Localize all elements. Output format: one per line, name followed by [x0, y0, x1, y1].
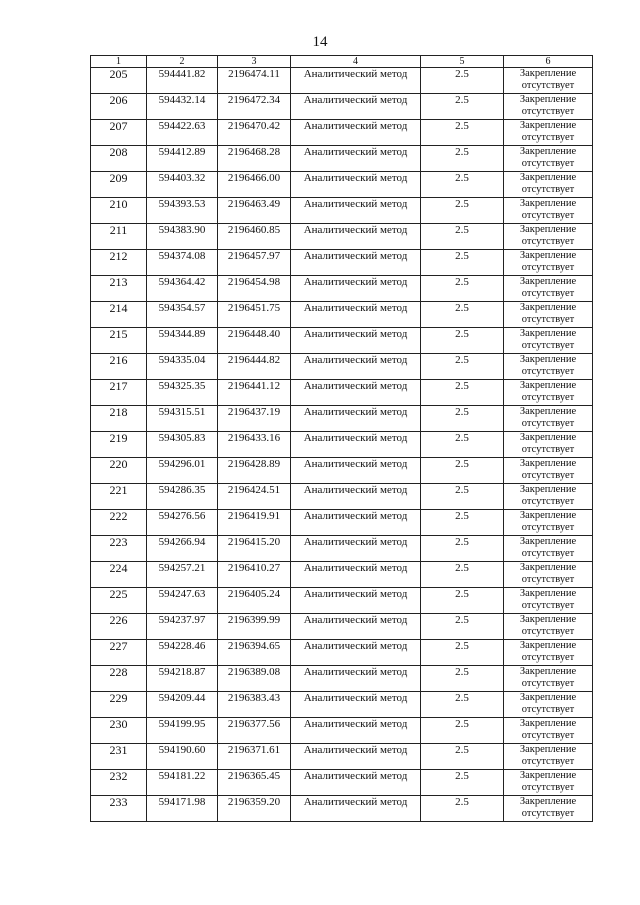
cell-coord-y: 2196394.65: [218, 640, 291, 666]
cell-marking: Закрепление отсутствует: [504, 458, 593, 484]
cell-point-number: 221: [91, 484, 147, 510]
cell-method: Аналитический метод: [291, 146, 421, 172]
table-row: [91, 744, 593, 770]
cell-accuracy: 2.5: [421, 562, 504, 588]
cell-coord-x: 594393.53: [147, 198, 218, 224]
cell-method: Аналитический метод: [291, 718, 421, 744]
cell-marking: Закрепление отсутствует: [504, 588, 593, 614]
cell-marking: Закрепление отсутствует: [504, 250, 593, 276]
cell-point-number: 222: [91, 510, 147, 536]
cell-accuracy: 2.5: [421, 172, 504, 198]
cell-point-number: 231: [91, 744, 147, 770]
table-row: [91, 458, 593, 484]
cell-coord-x: 594276.56: [147, 510, 218, 536]
cell-coord-x: 594247.63: [147, 588, 218, 614]
cell-marking: Закрепление отсутствует: [504, 68, 593, 94]
header-col-4: 4: [291, 56, 421, 68]
cell-method: Аналитический метод: [291, 250, 421, 276]
cell-point-number: 207: [91, 120, 147, 146]
table-row: [91, 250, 593, 276]
cell-coord-x: 594296.01: [147, 458, 218, 484]
cell-marking: Закрепление отсутствует: [504, 614, 593, 640]
table-header: [91, 56, 593, 68]
cell-coord-y: 2196472.34: [218, 94, 291, 120]
cell-coord-y: 2196444.82: [218, 354, 291, 380]
cell-accuracy: 2.5: [421, 536, 504, 562]
cell-coord-y: 2196377.56: [218, 718, 291, 744]
table-row: [91, 380, 593, 406]
cell-accuracy: 2.5: [421, 718, 504, 744]
cell-accuracy: 2.5: [421, 588, 504, 614]
cell-marking: Закрепление отсутствует: [504, 276, 593, 302]
header-row: [91, 56, 593, 68]
cell-accuracy: 2.5: [421, 692, 504, 718]
cell-coord-x: 594209.44: [147, 692, 218, 718]
cell-method: Аналитический метод: [291, 588, 421, 614]
cell-marking: Закрепление отсутствует: [504, 146, 593, 172]
cell-marking: Закрепление отсутствует: [504, 380, 593, 406]
cell-coord-x: 594190.60: [147, 744, 218, 770]
cell-coord-x: 594403.32: [147, 172, 218, 198]
cell-point-number: 208: [91, 146, 147, 172]
cell-accuracy: 2.5: [421, 68, 504, 94]
table-row: [91, 770, 593, 796]
table-row: [91, 172, 593, 198]
cell-accuracy: 2.5: [421, 484, 504, 510]
cell-method: Аналитический метод: [291, 744, 421, 770]
table-body: [91, 68, 593, 822]
cell-coord-y: 2196371.61: [218, 744, 291, 770]
cell-method: Аналитический метод: [291, 406, 421, 432]
table-row: [91, 510, 593, 536]
cell-accuracy: 2.5: [421, 94, 504, 120]
cell-marking: Закрепление отсутствует: [504, 510, 593, 536]
cell-marking: Закрепление отсутствует: [504, 640, 593, 666]
cell-coord-x: 594181.22: [147, 770, 218, 796]
cell-coord-x: 594218.87: [147, 666, 218, 692]
cell-point-number: 211: [91, 224, 147, 250]
cell-method: Аналитический метод: [291, 640, 421, 666]
cell-coord-y: 2196433.16: [218, 432, 291, 458]
cell-coord-y: 2196468.28: [218, 146, 291, 172]
table-row: [91, 796, 593, 822]
cell-point-number: 213: [91, 276, 147, 302]
cell-coord-y: 2196383.43: [218, 692, 291, 718]
cell-accuracy: 2.5: [421, 614, 504, 640]
cell-method: Аналитический метод: [291, 120, 421, 146]
table-row: [91, 432, 593, 458]
cell-point-number: 214: [91, 302, 147, 328]
cell-point-number: 218: [91, 406, 147, 432]
table-row: [91, 328, 593, 354]
cell-point-number: 216: [91, 354, 147, 380]
cell-marking: Закрепление отсутствует: [504, 94, 593, 120]
table-row: [91, 68, 593, 94]
cell-marking: Закрепление отсутствует: [504, 432, 593, 458]
cell-coord-x: 594422.63: [147, 120, 218, 146]
cell-point-number: 209: [91, 172, 147, 198]
header-col-2: 2: [147, 56, 218, 68]
cell-method: Аналитический метод: [291, 458, 421, 484]
cell-coord-y: 2196437.19: [218, 406, 291, 432]
cell-coord-y: 2196470.42: [218, 120, 291, 146]
table-row: [91, 666, 593, 692]
cell-coord-y: 2196454.98: [218, 276, 291, 302]
cell-marking: Закрепление отсутствует: [504, 744, 593, 770]
cell-method: Аналитический метод: [291, 536, 421, 562]
table-row: [91, 276, 593, 302]
page-number: 14: [312, 34, 328, 50]
header-col-5: 5: [421, 56, 504, 68]
cell-method: Аналитический метод: [291, 796, 421, 822]
cell-marking: Закрепление отсутствует: [504, 770, 593, 796]
cell-point-number: 229: [91, 692, 147, 718]
cell-accuracy: 2.5: [421, 510, 504, 536]
cell-coord-y: 2196441.12: [218, 380, 291, 406]
table-row: [91, 588, 593, 614]
cell-marking: Закрепление отсутствует: [504, 224, 593, 250]
cell-method: Аналитический метод: [291, 432, 421, 458]
cell-point-number: 233: [91, 796, 147, 822]
cell-marking: Закрепление отсутствует: [504, 562, 593, 588]
cell-method: Аналитический метод: [291, 224, 421, 250]
cell-accuracy: 2.5: [421, 302, 504, 328]
cell-marking: Закрепление отсутствует: [504, 406, 593, 432]
cell-coord-x: 594432.14: [147, 94, 218, 120]
cell-coord-y: 2196365.45: [218, 770, 291, 796]
cell-accuracy: 2.5: [421, 250, 504, 276]
cell-coord-y: 2196399.99: [218, 614, 291, 640]
cell-point-number: 228: [91, 666, 147, 692]
cell-accuracy: 2.5: [421, 380, 504, 406]
header-col-6: 6: [504, 56, 593, 68]
table-row: [91, 354, 593, 380]
cell-coord-y: 2196419.91: [218, 510, 291, 536]
cell-coord-x: 594286.35: [147, 484, 218, 510]
cell-marking: Закрепление отсутствует: [504, 302, 593, 328]
cell-accuracy: 2.5: [421, 146, 504, 172]
table-row: [91, 536, 593, 562]
cell-coord-x: 594335.04: [147, 354, 218, 380]
cell-point-number: 212: [91, 250, 147, 276]
table-row: [91, 640, 593, 666]
cell-coord-y: 2196415.20: [218, 536, 291, 562]
cell-accuracy: 2.5: [421, 198, 504, 224]
header-col-3: 3: [218, 56, 291, 68]
cell-method: Аналитический метод: [291, 198, 421, 224]
cell-accuracy: 2.5: [421, 120, 504, 146]
cell-coord-x: 594305.83: [147, 432, 218, 458]
header-col-1: 1: [91, 56, 147, 68]
table-row: [91, 406, 593, 432]
cell-coord-x: 594364.42: [147, 276, 218, 302]
cell-coord-x: 594441.82: [147, 68, 218, 94]
cell-coord-x: 594199.95: [147, 718, 218, 744]
cell-point-number: 230: [91, 718, 147, 744]
cell-coord-y: 2196460.85: [218, 224, 291, 250]
cell-method: Аналитический метод: [291, 692, 421, 718]
cell-accuracy: 2.5: [421, 666, 504, 692]
cell-coord-y: 2196428.89: [218, 458, 291, 484]
cell-accuracy: 2.5: [421, 224, 504, 250]
cell-method: Аналитический метод: [291, 510, 421, 536]
cell-point-number: 224: [91, 562, 147, 588]
table-row: [91, 562, 593, 588]
cell-method: Аналитический метод: [291, 276, 421, 302]
cell-accuracy: 2.5: [421, 328, 504, 354]
cell-point-number: 225: [91, 588, 147, 614]
cell-coord-x: 594374.08: [147, 250, 218, 276]
cell-coord-x: 594171.98: [147, 796, 218, 822]
table-row: [91, 120, 593, 146]
cell-method: Аналитический метод: [291, 68, 421, 94]
table-row: [91, 198, 593, 224]
cell-point-number: 217: [91, 380, 147, 406]
cell-method: Аналитический метод: [291, 666, 421, 692]
table-row: [91, 484, 593, 510]
cell-coord-x: 594412.89: [147, 146, 218, 172]
cell-accuracy: 2.5: [421, 432, 504, 458]
table-row: [91, 718, 593, 744]
cell-coord-y: 2196359.20: [218, 796, 291, 822]
cell-marking: Закрепление отсутствует: [504, 484, 593, 510]
cell-coord-y: 2196463.49: [218, 198, 291, 224]
cell-coord-y: 2196405.24: [218, 588, 291, 614]
cell-marking: Закрепление отсутствует: [504, 666, 593, 692]
coordinates-table: [90, 55, 593, 822]
table-row: [91, 146, 593, 172]
cell-point-number: 220: [91, 458, 147, 484]
cell-coord-x: 594354.57: [147, 302, 218, 328]
cell-accuracy: 2.5: [421, 406, 504, 432]
cell-point-number: 210: [91, 198, 147, 224]
cell-coord-y: 2196424.51: [218, 484, 291, 510]
cell-point-number: 219: [91, 432, 147, 458]
cell-method: Аналитический метод: [291, 328, 421, 354]
cell-coord-y: 2196466.00: [218, 172, 291, 198]
cell-coord-x: 594315.51: [147, 406, 218, 432]
table-row: [91, 302, 593, 328]
cell-coord-y: 2196389.08: [218, 666, 291, 692]
cell-accuracy: 2.5: [421, 354, 504, 380]
cell-coord-y: 2196451.75: [218, 302, 291, 328]
cell-marking: Закрепление отсутствует: [504, 692, 593, 718]
cell-method: Аналитический метод: [291, 354, 421, 380]
cell-method: Аналитический метод: [291, 484, 421, 510]
cell-marking: Закрепление отсутствует: [504, 328, 593, 354]
cell-coord-x: 594266.94: [147, 536, 218, 562]
cell-marking: Закрепление отсутствует: [504, 796, 593, 822]
cell-accuracy: 2.5: [421, 458, 504, 484]
cell-accuracy: 2.5: [421, 744, 504, 770]
table-row: [91, 94, 593, 120]
cell-method: Аналитический метод: [291, 94, 421, 120]
cell-coord-y: 2196410.27: [218, 562, 291, 588]
cell-coord-y: 2196448.40: [218, 328, 291, 354]
cell-coord-x: 594257.21: [147, 562, 218, 588]
cell-coord-y: 2196474.11: [218, 68, 291, 94]
cell-method: Аналитический метод: [291, 562, 421, 588]
cell-accuracy: 2.5: [421, 796, 504, 822]
cell-coord-x: 594383.90: [147, 224, 218, 250]
cell-coord-x: 594237.97: [147, 614, 218, 640]
cell-coord-x: 594325.35: [147, 380, 218, 406]
cell-method: Аналитический метод: [291, 770, 421, 796]
table-row: [91, 614, 593, 640]
cell-point-number: 226: [91, 614, 147, 640]
cell-point-number: 206: [91, 94, 147, 120]
cell-coord-y: 2196457.97: [218, 250, 291, 276]
cell-method: Аналитический метод: [291, 380, 421, 406]
cell-marking: Закрепление отсутствует: [504, 718, 593, 744]
cell-accuracy: 2.5: [421, 640, 504, 666]
cell-marking: Закрепление отсутствует: [504, 172, 593, 198]
cell-marking: Закрепление отсутствует: [504, 536, 593, 562]
cell-accuracy: 2.5: [421, 276, 504, 302]
cell-point-number: 223: [91, 536, 147, 562]
cell-marking: Закрепление отсутствует: [504, 120, 593, 146]
cell-coord-x: 594344.89: [147, 328, 218, 354]
cell-marking: Закрепление отсутствует: [504, 354, 593, 380]
cell-point-number: 232: [91, 770, 147, 796]
cell-method: Аналитический метод: [291, 302, 421, 328]
table-row: [91, 692, 593, 718]
cell-point-number: 205: [91, 68, 147, 94]
cell-method: Аналитический метод: [291, 172, 421, 198]
cell-marking: Закрепление отсутствует: [504, 198, 593, 224]
cell-method: Аналитический метод: [291, 614, 421, 640]
cell-accuracy: 2.5: [421, 770, 504, 796]
cell-coord-x: 594228.46: [147, 640, 218, 666]
table-row: [91, 224, 593, 250]
cell-point-number: 227: [91, 640, 147, 666]
cell-point-number: 215: [91, 328, 147, 354]
